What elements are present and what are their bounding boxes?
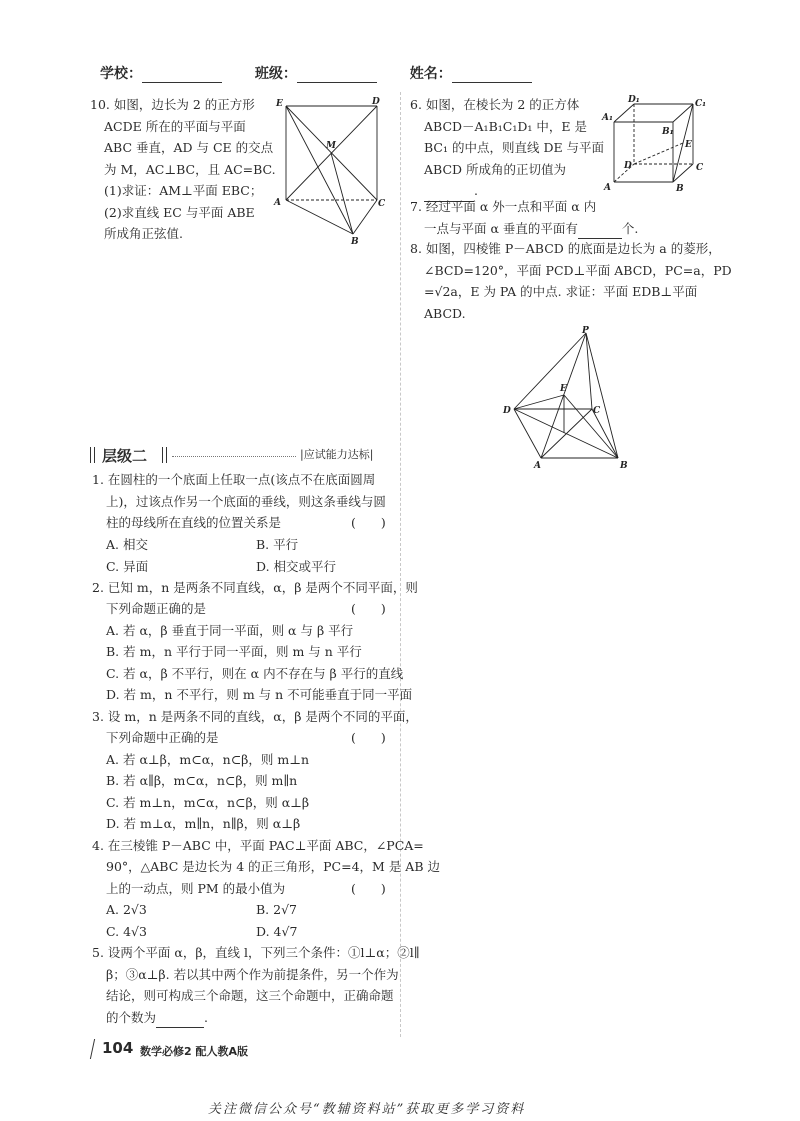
- q6-label-D: D: [624, 161, 632, 171]
- q5-tail: .: [204, 1010, 208, 1025]
- q4-stem: 4. 在三棱锥 P－ABC 中，平面 PAC⊥平面 ABC，∠PCA=: [92, 838, 424, 853]
- q10-label-A: A: [274, 198, 281, 208]
- q8-label-P: P: [582, 326, 589, 336]
- q2-stem: 下列命题正确的是: [106, 601, 207, 616]
- q6-line: 6. 如图，在棱长为 2 的正方体: [410, 97, 580, 112]
- q7-line: 7. 经过平面 α 外一点和平面 α 内: [410, 199, 597, 214]
- q6-label-B1: B₁: [662, 127, 674, 137]
- level2-subtitle-text: 应试能力达标: [303, 448, 370, 461]
- q10-label-C: C: [378, 199, 386, 209]
- q8-label-D: D: [503, 406, 511, 416]
- q6-label-E: E: [685, 140, 692, 150]
- q6-line: ABCD 所成角的正切值为: [424, 161, 567, 177]
- q2-option[interactable]: A. 若 α，β 垂直于同一平面，则 α 与 β 平行: [106, 623, 354, 638]
- q4-option[interactable]: B. 2√7: [256, 902, 298, 917]
- level2-subtitle: |应试能力达标|: [300, 448, 374, 461]
- q10-label-D: D: [372, 97, 380, 107]
- q4-option[interactable]: D. 4√7: [256, 924, 298, 939]
- q3-option[interactable]: B. 若 α∥β，m⊂α，n⊂β，则 m∥n: [106, 773, 298, 788]
- q1-option[interactable]: C. 异面: [106, 559, 149, 574]
- q10-label-E: E: [276, 99, 283, 109]
- page-number: 104: [102, 1039, 134, 1057]
- q8-label-B: B: [620, 461, 628, 470]
- school-label: 学校：: [100, 66, 142, 82]
- q1-option[interactable]: D. 相交或平行: [256, 559, 337, 574]
- q2-answer-paren[interactable]: ( ): [351, 601, 386, 616]
- q4-answer-paren[interactable]: ( ): [351, 881, 386, 896]
- q6-label-C1: C₁: [695, 99, 707, 109]
- q1-answer-paren[interactable]: ( ): [351, 515, 386, 530]
- q10-line: (2)求直线 EC 与平面 ABE: [104, 204, 255, 220]
- q7-line: 一点与平面 α 垂直的平面有: [424, 220, 578, 236]
- q6-label-D1: D₁: [628, 95, 640, 105]
- q5-last-line: [106, 1007, 208, 1028]
- q10-line: 10. 如图，边长为 2 的正方形: [90, 97, 255, 112]
- q4-stem: 上的一动点，则 PM 的最小值为: [106, 881, 286, 896]
- q8-line: 8. 如图，四棱锥 P－ABCD 的底面是边长为 a 的菱形，: [410, 241, 721, 256]
- q6-label-C: C: [696, 163, 704, 173]
- q6-line: BC₁ 的中点，则直线 DE 与平面: [424, 140, 605, 155]
- q1-stem: 柱的母线所在直线的位置关系是: [106, 515, 282, 530]
- q3-stem: 3. 设 m，n 是两条不同的直线，α，β 是两个不同的平面，: [92, 709, 418, 724]
- q8-label-E: E: [560, 384, 567, 394]
- book-title: 数学必修2 配人教A版: [140, 1045, 248, 1058]
- q8-label-A: A: [534, 461, 541, 470]
- q4-option[interactable]: A. 2√3: [106, 902, 147, 917]
- q5-stem: 的个数为: [106, 1010, 157, 1025]
- q8-line: ∠BCD=120°，平面 PCD⊥平面 ABCD，PC=a，PD: [424, 262, 732, 278]
- q3-option[interactable]: C. 若 m⊥n，m⊂α，n⊂β，则 α⊥β: [106, 795, 310, 810]
- q1-stem: 上)，过该点作另一个底面的垂线，则这条垂线与圆: [106, 494, 386, 509]
- q2-option[interactable]: D. 若 m，n 不平行，则 m 与 n 不可能垂直于同一平面: [106, 687, 413, 702]
- q5-stem: β；③α⊥β. 若以其中两个作为前提条件，另一个作为: [106, 967, 399, 982]
- q5-answer-blank[interactable]: [156, 1013, 204, 1028]
- q6-line: .: [474, 183, 478, 198]
- q6-label-A1: A₁: [602, 113, 613, 123]
- q10-label-M: M: [326, 141, 336, 151]
- bottom-note: 关注微信公众号“教辅资料站”获取更多学习资料: [208, 1102, 526, 1117]
- q6-line: ABCD－A₁B₁C₁D₁ 中，E 是: [424, 118, 587, 134]
- q10-line: ABC 垂直，AD 与 CE 的交点: [104, 140, 274, 155]
- q5-stem: 结论，则可构成三个命题，这三个命题中，正确命题: [106, 988, 394, 1003]
- q7-line: 个.: [621, 220, 639, 236]
- q10-line: (1)求证：AM⊥平面 EBC；: [104, 183, 263, 198]
- q8-line: ABCD.: [424, 305, 466, 321]
- q2-stem: 2. 已知 m，n 是两条不同直线，α，β 是两个不同平面，则: [92, 580, 418, 595]
- q4-option[interactable]: C. 4√3: [106, 924, 147, 939]
- q6-label-A: A: [604, 183, 611, 193]
- q1-stem: 1. 在圆柱的一个底面上任取一点(该点不在底面圆周: [92, 472, 376, 487]
- footer-slash: [90, 1039, 95, 1059]
- q8-label-C: C: [593, 406, 601, 416]
- q10-line: ACDE 所在的平面与平面: [104, 118, 246, 134]
- q1-option[interactable]: B. 平行: [256, 537, 299, 552]
- q2-option[interactable]: B. 若 m，n 平行于同一平面，则 m 与 n 平行: [106, 644, 362, 659]
- q6-label-B: B: [676, 184, 684, 194]
- q10-line: 为 M，AC⊥BC，且 AC=BC.: [104, 161, 276, 177]
- q5-stem: 5. 设两个平面 α，β，直线 l，下列三个条件：①l⊥α；②l∥: [92, 945, 420, 960]
- q10-label-B: B: [351, 237, 359, 247]
- q3-option[interactable]: D. 若 m⊥α，m∥n，n∥β，则 α⊥β: [106, 816, 301, 831]
- q8-line: =√2a，E 为 PA 的中点. 求证：平面 EDB⊥平面: [424, 284, 698, 299]
- q4-stem: 90°，△ABC 是边长为 4 的正三角形，PC=4，M 是 AB 边: [106, 859, 440, 874]
- q3-stem: 下列命题中正确的是: [106, 730, 219, 745]
- class-label: 班级：: [254, 66, 297, 82]
- name-label: 姓名：: [409, 66, 452, 82]
- level2-title: 层级二: [102, 447, 148, 465]
- q3-option[interactable]: A. 若 α⊥β，m⊂α，n⊂β，则 m⊥n: [106, 752, 310, 767]
- q3-answer-paren[interactable]: ( ): [351, 730, 386, 745]
- q10-line: 所成角正弦值.: [104, 226, 183, 241]
- q2-option[interactable]: C. 若 α，β 不平行，则在 α 内不存在与 β 平行的直线: [106, 666, 404, 681]
- q1-option[interactable]: A. 相交: [106, 537, 148, 552]
- footer: [88, 1037, 388, 1063]
